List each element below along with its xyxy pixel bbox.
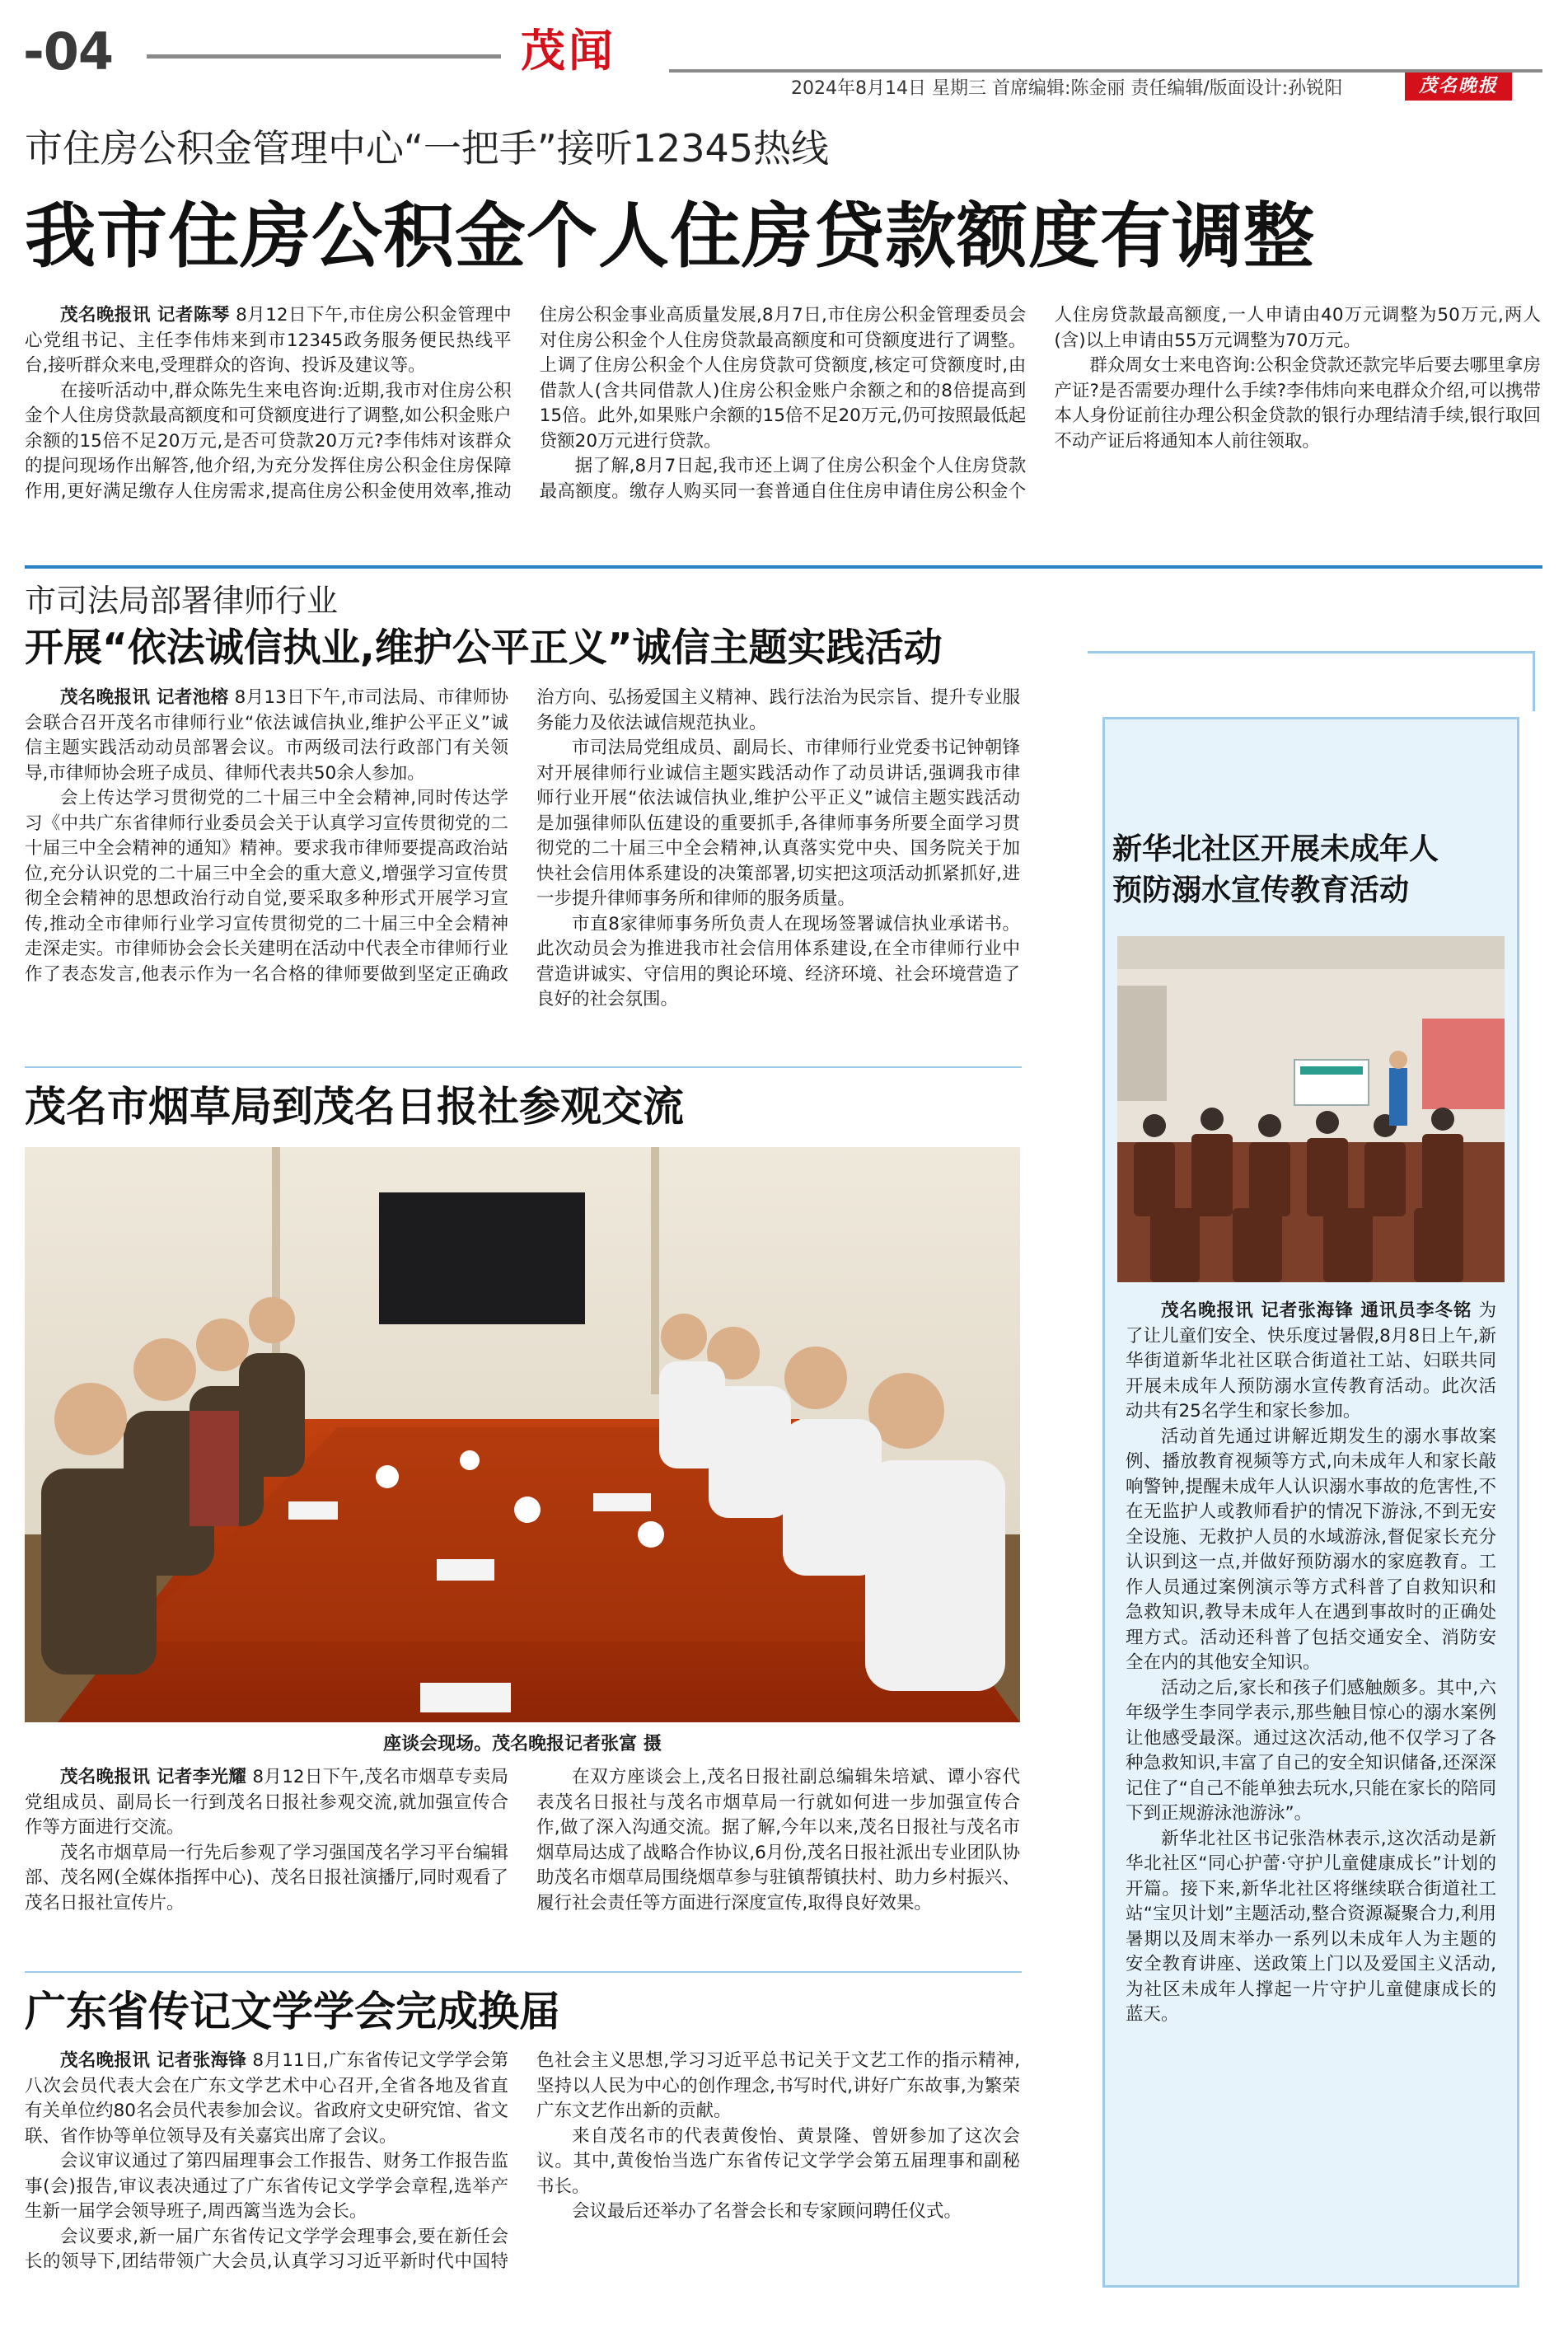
- article1-paragraph: 据了解,8月7日起,我市还上调了住房公积金个人住房贷款最高额度。缴存人购买同一套普通自住住房申请住房公积金个人住房贷款最高额度,一人申请由40万元调整为50万元,两人(含)以上申请由55万元调整为70万元。: [539, 305, 1541, 502]
- sidebar-top-corner: [1088, 651, 1535, 711]
- date-line: 2024年8月14日 星期三 首席编辑:陈金丽 责任编辑/版面设计:孙锐阳: [791, 78, 1343, 99]
- article5-paragraph: 茂名晚报讯 记者张海锋 通讯员李冬铭 为了让儿童们安全、快乐度过暑假,8月8日上午,新华街道新华北社区联合街道社工站、妇联共同开展未成年人预防溺水宣传教育活动。此次活动共有25名学生和家长参加。: [1126, 1300, 1496, 1422]
- article1-paragraph: 在接听活动中,群众陈先生来电咨询:近期,我市对住房公积金个人住房贷款最高额度和可贷额度进行了调整,如公积金账户余额的15倍不足20万元,是否可贷款20万元?李伟炜对该群众的提问现场作出解答,他介绍,为充分发挥住房公积金住房保障作用,更好满足缴存人住房需求,提高住房公积金使用效率,推动住房公积金事业高质量发展,8月7日,市住房公积金管理委员会对住房公积金个人住房贷款最高额度和可贷额度进行了调整。上调了住房公积金个人住房贷款可贷额度,核定可贷额度时,由借款人(含共同借款人)住房公积金账户余额之和的8倍提高到15倍。此外,如果账户余额的15倍不足20万元,仍可按照最低起贷额20万元进行贷款。: [25, 305, 1027, 502]
- photo-caption: 座谈会现场。茂名晚报记者张富 摄: [383, 1734, 662, 1754]
- article5-headline: [1112, 829, 1508, 911]
- divider-article4: [25, 1971, 1022, 1973]
- meeting-photo-illustration: [25, 1147, 1020, 1722]
- article1-headline: 我市住房公积金个人住房贷款额度有调整: [25, 195, 1315, 278]
- masthead-rule-left: [147, 54, 501, 59]
- article1-byline: 茂名晚报讯 记者陈琴: [60, 305, 230, 326]
- article2-paragraph: 市司法局党组成员、副局长、市律师行业党委书记钟朝锋对开展律师行业诚信主题实践活动作了动员讲话,强调我市律师行业开展“依法诚信执业,维护公平正义”诚信主题实践活动是加强律师队伍建设的重要抓手,各律师事务所要全面学习贯彻党的二十届三中全会精神,认真落实党中央、国务院关于加快社会信用体系建设的决策部署,切实把这项活动抓紧抓好,进一步提升律师事务所和律师的服务质量。: [536, 738, 1020, 909]
- article1-body: [25, 303, 1541, 559]
- article4-paragraph: 会议最后还举办了名誉会长和专家顾问聘任仪式。: [572, 2201, 962, 2222]
- article1-paragraph: 茂名晚报讯 记者陈琴 8月12日下午,市住房公积金管理中心党组书记、主任李伟炜来到市12345政务服务便民热线平台,接听群众来电,受理群众的咨询、投诉及建议等。: [25, 305, 512, 376]
- classroom-photo: [1117, 936, 1505, 1282]
- article3-byline: 茂名晚报讯 记者李光耀: [60, 1767, 247, 1787]
- article5-body: [1126, 1299, 1496, 2279]
- article4-paragraph: 会议审议通过了第四届理事会工作报告、财务工作报告监事(会)报告,审议表决通过了广东省传记文学学会章程,选举产生新一届学会领导班子,周西篱当选为会长。: [25, 2151, 508, 2222]
- article5-byline: 茂名晚报讯 记者张海锋 通讯员李冬铭: [1161, 1300, 1472, 1321]
- article5-headline-line2: 预防溺水宣传教育活动: [1112, 874, 1410, 907]
- article2-paragraph: 会上传达学习贯彻党的二十届三中全会精神,同时传达学习《中共广东省律师行业委员会关于认真学习宣传贯彻党的二十届三中全会精神的通知》精神。要求我市律师要提高政治站位,充分认识党的二十届三中全会的重大意义,增强学习宣传贯彻全会精神的思想政治行动自觉,要采取多种形式开展学习宣传,推动全市律师行业学习宣传贯彻党的二十届三中全会精神走深走实。市律师协会会长关建明在活动中代表全市律师行业作了表态发言,他表示作为一名合格的律师要做到坚定正确政治方向、弘扬爱国主义精神、践行法治为民宗旨、提升专业服务能力及依法诚信规范执业。: [25, 687, 1020, 985]
- article3-headline: 茂名市烟草局到茂名日报社参观交流: [25, 1083, 684, 1131]
- page-number: -04: [23, 21, 114, 82]
- meeting-photo: [25, 1147, 1020, 1722]
- article2-paragraph: 市直8家律师事务所负责人在现场签署诚信执业承诺书。此次动员会为推进我市社会信用体系建设,在全市律师行业中营造讲诚实、守信用的舆论环境、经济环境、社会环境营造了良好的社会氛围。: [536, 913, 1020, 1009]
- article3-paragraph: 在双方座谈会上,茂名日报社副总编辑朱培斌、谭小容代表茂名日报社与茂名市烟草局一行就如何进一步加强宣传合作,做了深入沟通交流。据了解,今年以来,茂名日报社与茂名市烟草局达成了战略合作协议,6月份,茂名日报社派出专业团队协助茂名市烟草局围绕烟草参与驻镇帮镇扶村、助力乡村振兴、履行社会责任等方面进行深度宣传,取得良好效果。: [536, 1767, 1020, 1913]
- article4-paragraph: 来自茂名市的代表黄俊怡、黄景隆、曾妍参加了这次会议。其中,黄俊怡当选广东省传记文学学会第五届理事和副秘书长。: [536, 2125, 1020, 2197]
- paper-logo: 茂名晚报: [1405, 73, 1512, 101]
- article1-paragraph: 群众周女士来电咨询:公积金贷款还款完毕后要去哪里拿房产证?是否需要办理什么手续?李伟炜向来电群众介绍,可以携带本人身份证前往办理公积金贷款的银行办理结清手续,银行取回不动产证后将通知本人前往领取。: [1054, 355, 1541, 452]
- article5-headline-line1: 新华北社区开展未成年人: [1112, 832, 1439, 866]
- article3-paragraph: 茂名晚报讯 记者李光耀 8月12日下午,茂名市烟草专卖局党组成员、副局长一行到茂名日报社参观交流,就加强宣传合作等方面进行交流。: [25, 1767, 508, 1838]
- article5-paragraph: 活动首先通过讲解近期发生的溺水事故案例、播放教育视频等方式,向未成年人和家长敲响警钟,提醒未成年人认识溺水事故的危害性,不在无监护人或教师看护的情况下游泳,不到无安全设施、无救护人员的水域游泳,督促家长充分认识到这一点,并做好预防溺水的家庭教育。工作人员通过案例演示等方式科普了自救知识和急救知识,教导未成年人在遇到事故时的正确处理方式。活动还科普了包括交通安全、消防安全在内的其他安全知识。: [1126, 1426, 1496, 1673]
- article4-body: [25, 2049, 1020, 2312]
- article2-byline: 茂名晚报讯 记者池榕: [60, 687, 229, 708]
- article2-headline: 开展“依法诚信执业,维护公平正义”诚信主题实践活动: [25, 625, 943, 671]
- section-divider-blue: [25, 565, 1542, 569]
- article3-paragraph: 茂名市烟草局一行先后参观了学习强国茂名学习平台编辑部、茂名网(全媒体指挥中心)、茂名日报社演播厅,同时观看了茂名日报社宣传片。: [25, 1842, 508, 1913]
- article1-kicker: 市住房公积金管理中心“一把手”接听12345热线: [25, 126, 829, 171]
- article3-body: [25, 1765, 1020, 1963]
- classroom-photo-illustration: [1117, 936, 1505, 1282]
- article2-body: [25, 686, 1020, 1048]
- article2-paragraph: 茂名晚报讯 记者池榕 8月13日下午,市司法局、市律师协会联合召开茂名市律师行业“依法诚信执业,维护公平正义”诚信主题实践活动动员部署会议。市两级司法行政部门有关领导,市律师协会班子成员、律师代表共50余人参加。: [25, 687, 509, 784]
- article2-kicker: 市司法局部署律师行业: [25, 583, 339, 619]
- article4-paragraph: 会议要求,新一届广东省传记文学学会理事会,要在新任会长的领导下,团结带领广大会员,认真学习习近平新时代中国特色社会主义思想,学习习近平总书记关于文艺工作的指示精神,坚持以人民为中心的创作理念,书写时代,讲好广东故事,为繁荣广东文艺作出新的贡献。: [25, 2050, 1020, 2272]
- article4-byline: 茂名晚报讯 记者张海锋: [60, 2050, 247, 2071]
- article4-paragraph: 茂名晚报讯 记者张海锋 8月11日,广东省传记文学学会第八次会员代表大会在广东文学艺术中心召开,全省各地及省直有关单位约80名会员代表参加会议。省政府文史研究馆、省文联、省作协等单位领导及有关嘉宾出席了会议。: [25, 2050, 508, 2147]
- article5-paragraph: 新华北社区书记张浩林表示,这次活动是新华北社区“同心护蕾·守护儿童健康成长”计划的开篇。接下来,新华北社区将继续联合街道社工站“宝贝计划”主题活动,整合资源凝聚合力,利用暑期以及周末举办一系列以未成年人为主题的安全教育讲座、送政策上门以及爱国主义活动,为社区未成年人撑起一片守护儿童健康成长的蓝天。: [1126, 1828, 1496, 2025]
- article5-paragraph: 活动之后,家长和孩子们感触颇多。其中,六年级学生李同学表示,那些触目惊心的溺水案例让他感受最深。通过这次活动,他不仅学习了各种急救知识,丰富了自己的安全知识储备,还深深记住了“自己不能单独去玩水,只能在家长的陪同下到正规游泳池游泳”。: [1126, 1677, 1496, 1824]
- article4-headline: 广东省传记文学学会完成换届: [25, 1988, 560, 2035]
- section-title: 茂闻: [521, 25, 616, 77]
- divider-article3: [25, 1066, 1022, 1068]
